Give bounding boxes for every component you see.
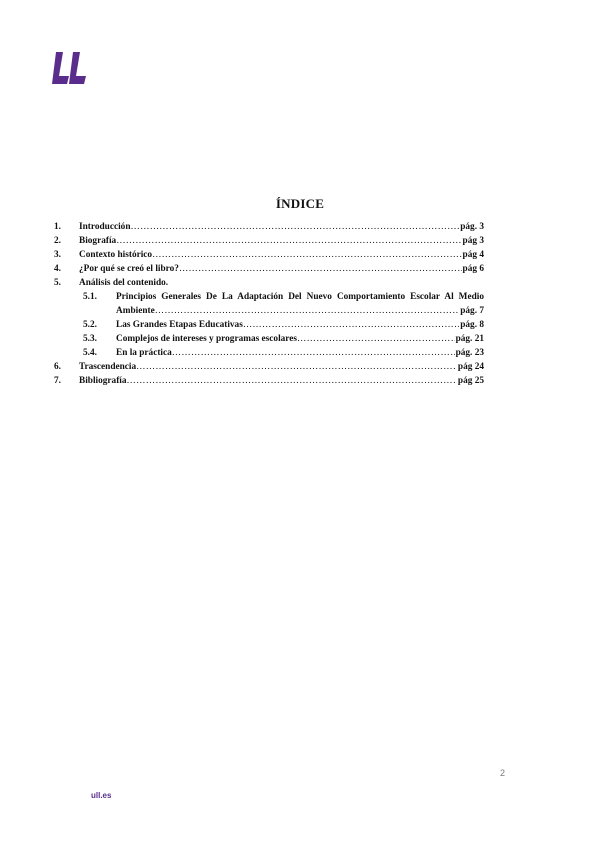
page-title: ÍNDICE bbox=[275, 196, 325, 211]
toc-page: pág 24 bbox=[457, 362, 484, 372]
toc-label: Introducción bbox=[79, 222, 131, 232]
toc-entry-5[interactable] bbox=[54, 278, 484, 291]
toc-number: 5.3. bbox=[83, 334, 97, 344]
toc-leader bbox=[116, 236, 461, 246]
toc-entry-4[interactable] bbox=[54, 264, 484, 277]
toc-page: pág 6 bbox=[462, 264, 484, 274]
toc-entry-3[interactable] bbox=[54, 250, 484, 263]
toc-leader bbox=[172, 348, 455, 358]
toc-leader bbox=[152, 250, 461, 260]
toc-number: 7. bbox=[54, 376, 61, 386]
toc-entry-2[interactable] bbox=[54, 236, 484, 249]
toc-entry-1[interactable] bbox=[54, 222, 484, 235]
toc-number: 6. bbox=[54, 362, 61, 372]
toc-label: Biografía bbox=[79, 236, 117, 246]
toc-label: Bibliografía bbox=[79, 376, 127, 386]
toc-entry-5-3[interactable] bbox=[54, 334, 484, 347]
toc-page: pág. 7 bbox=[460, 306, 484, 316]
toc-label: ¿Por qué se creó el libro? bbox=[79, 264, 179, 274]
toc-label: En la práctica bbox=[116, 348, 172, 358]
toc-leader bbox=[155, 306, 460, 316]
page-number: 2 bbox=[500, 768, 506, 778]
toc-page: pág 4 bbox=[462, 250, 484, 260]
toc-page: pág. 23 bbox=[455, 348, 484, 358]
toc-leader bbox=[136, 362, 457, 372]
toc-number: 2. bbox=[54, 236, 61, 246]
toc-page: pág 3 bbox=[462, 236, 484, 246]
footer-link[interactable]: ull.es bbox=[91, 791, 112, 800]
toc-label: Análisis del contenido. bbox=[79, 278, 169, 288]
toc-label: Complejos de intereses y programas escolares bbox=[116, 334, 298, 344]
toc-leader bbox=[131, 222, 460, 232]
toc-label: Contexto histórico bbox=[79, 250, 153, 260]
toc-number: 5.1. bbox=[83, 292, 97, 302]
toc-leader bbox=[179, 264, 462, 274]
toc-leader bbox=[297, 334, 455, 344]
ull-logo-icon bbox=[52, 52, 92, 84]
toc-number: 3. bbox=[54, 250, 61, 260]
toc-page: pág. 8 bbox=[460, 320, 484, 330]
toc-leader bbox=[127, 376, 457, 386]
toc-page: pág. 3 bbox=[460, 222, 484, 232]
toc-number: 1. bbox=[54, 222, 61, 232]
toc-entry-6[interactable] bbox=[54, 362, 484, 375]
toc-number: 5.4. bbox=[83, 348, 97, 358]
toc-number: 5. bbox=[54, 278, 61, 288]
toc-page: pág. 21 bbox=[455, 334, 484, 344]
toc-label: Principios Generales De La Adaptación Del Nuevo Comportamiento Escolar Al Medio bbox=[116, 292, 484, 302]
toc-entry-7[interactable] bbox=[54, 376, 484, 389]
toc-entry-5-1[interactable] bbox=[54, 292, 484, 305]
toc-label: Trascendencia bbox=[79, 362, 137, 372]
toc-label: Las Grandes Etapas Educativas bbox=[116, 320, 243, 330]
toc-label: Ambiente bbox=[116, 306, 155, 316]
toc-page: pág 25 bbox=[457, 376, 484, 386]
toc-entry-5-4[interactable] bbox=[54, 348, 484, 361]
toc-leader bbox=[243, 320, 459, 330]
toc-entry-5-1-continued[interactable] bbox=[54, 306, 484, 319]
toc-entry-5-2[interactable] bbox=[54, 320, 484, 333]
toc-number: 5.2. bbox=[83, 320, 97, 330]
toc-number: 4. bbox=[54, 264, 61, 274]
